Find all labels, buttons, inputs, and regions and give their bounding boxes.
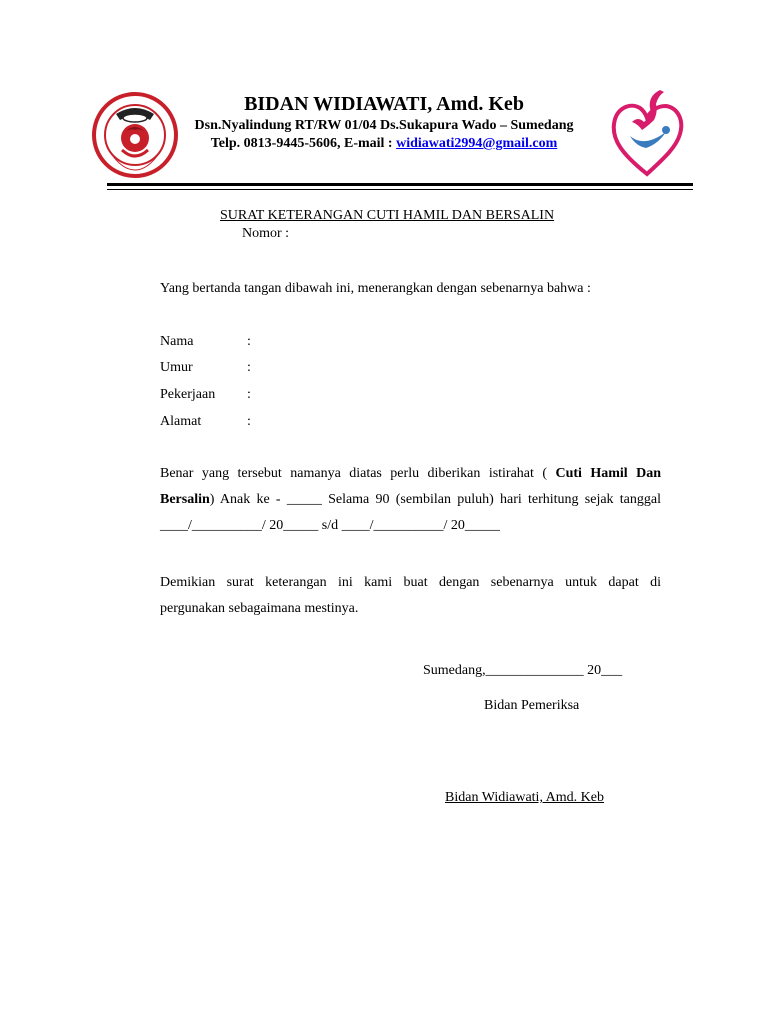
body-line-1-bold: Cuti Hamil Dan (555, 466, 661, 481)
body-line-2-bold: Bersalin (160, 492, 210, 507)
contact-phone: Telp. 0813-9445-5606, E-mail : (210, 136, 397, 151)
field-label-alamat: Alamat (160, 414, 202, 429)
field-colon: : (247, 414, 251, 429)
closing-paragraph (160, 570, 661, 622)
signer-role: Bidan Pemeriksa (484, 698, 580, 713)
signer-name: Bidan Widiawati, Amd. Keb (445, 790, 604, 805)
field-colon: : (247, 360, 251, 375)
body-line-1 (160, 461, 661, 487)
body-paragraph (160, 461, 661, 539)
body-line-3: ____/__________/ 20_____ s/d ____/__________/ 20_____ (160, 518, 500, 533)
letterhead-name: BIDAN WIDIAWATI, Amd. Keb (244, 93, 524, 115)
intro-text: Yang bertanda tangan dibawah ini, menerangkan dengan sebenarnya bahwa : (160, 281, 591, 296)
document-title: SURAT KETERANGAN CUTI HAMIL DAN BERSALIN (220, 208, 555, 223)
place-date: Sumedang,______________ 20___ (423, 663, 623, 678)
heart-mother-child-logo (608, 86, 686, 180)
letterhead-rule-thin (107, 189, 693, 190)
letterhead-rule-thick (107, 183, 693, 186)
field-label-nama: Nama (160, 334, 194, 349)
closing-line-2: pergunakan sebagaimana mestinya. (160, 601, 359, 616)
document-number-label: Nomor : (242, 226, 290, 241)
field-colon: : (247, 334, 251, 349)
field-label-umur: Umur (160, 360, 193, 375)
body-line-2-text: ) Anak ke - _____ Selama 90 (sembilan puluh) hari terhitung sejak tanggal (209, 492, 661, 507)
body-line-2 (160, 487, 661, 513)
letterhead-address: Dsn.Nyalindung RT/RW 01/04 Ds.Sukapura Wado – Sumedang (194, 118, 574, 133)
letterhead-contact (170, 136, 598, 152)
closing-line-1: Demikian surat keterangan ini kami buat dengan sebenarnya untuk dapat di (160, 575, 661, 590)
field-colon: : (247, 387, 251, 402)
email-link[interactable]: widiawati2994@gmail.com (396, 136, 558, 151)
ikatan-bidan-indonesia-logo (92, 92, 178, 178)
body-line-1-text: Benar yang tersebut namanya diatas perlu diberikan istirahat ( (160, 466, 548, 481)
field-label-pekerjaan: Pekerjaan (160, 387, 216, 402)
